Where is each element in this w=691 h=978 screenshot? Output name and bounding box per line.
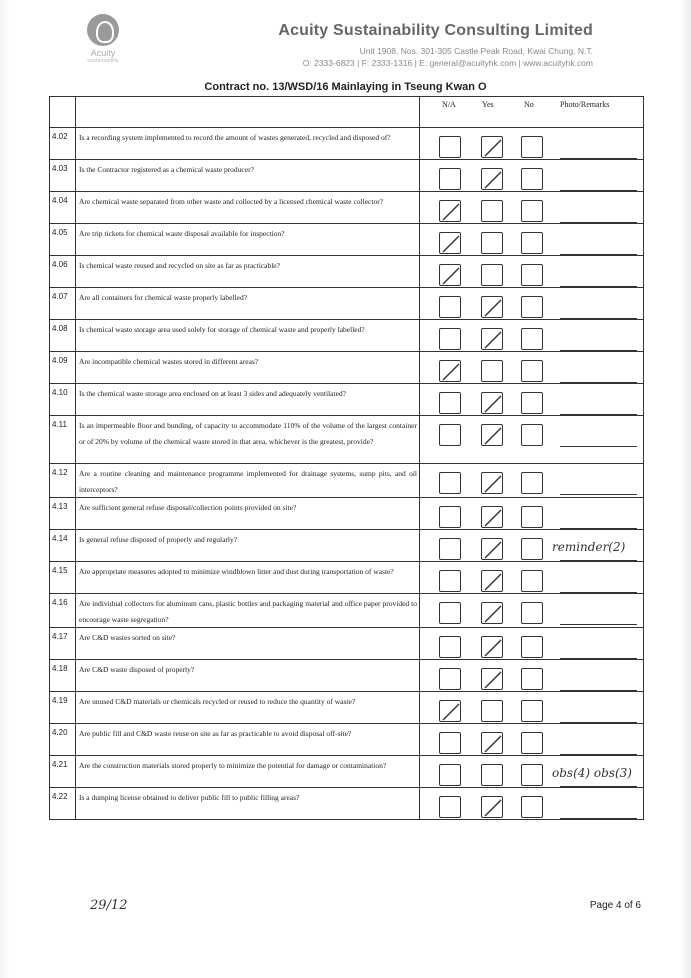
checkbox-yes[interactable] [481,700,503,722]
checklist-table [49,96,644,820]
table-row [50,128,644,160]
checkbox-yes[interactable] [481,296,503,318]
checkbox-na[interactable] [439,472,461,494]
address-line-2: O: 2333-6823 | F: 2333-1316 | E: general@acuityhk.com | www.acuityhk.com [302,58,593,68]
table-row [50,788,644,820]
item-question: Are chemical waste separated from other waste and collected by a licensed chemical waste collector? [76,192,420,224]
item-answer-cell [420,256,644,288]
item-number: 4.17 [50,628,76,660]
checkbox-na[interactable] [439,796,461,818]
checkbox-no[interactable] [521,668,543,690]
item-number: 4.02 [50,128,76,160]
checkbox-na[interactable] [439,424,461,446]
logo-subtitle: sustainability [87,58,119,64]
checkbox-na[interactable] [439,570,461,592]
table-row [50,192,644,224]
checkbox-na[interactable] [439,538,461,560]
checkbox-no[interactable] [521,700,543,722]
col-no-label: No [524,100,534,109]
item-answer-cell [420,128,644,160]
item-number: 4.21 [50,756,76,788]
item-question: Are all containers for chemical waste properly labelled? [76,288,420,320]
item-number: 4.22 [50,788,76,820]
item-question: Are sufficient general refuse disposal/collection points provided on site? [76,498,420,530]
item-answer-cell [420,498,644,530]
company-address [303,45,593,69]
item-answer-cell [420,160,644,192]
checkbox-no[interactable] [521,200,543,222]
item-question: Are individual collectors for aluminum cans, plastic bottles and packaging material and office paper provided to encourage waste segregation? [76,594,420,628]
checkbox-no[interactable] [521,570,543,592]
checkbox-no[interactable] [521,232,543,254]
checkbox-yes[interactable] [481,328,503,350]
remark-line [560,818,637,819]
item-answer-cell [420,756,644,788]
table-row [50,464,644,498]
address-line-1: Unit 1908, Nos. 301-305 Castle Peak Road, Kwai Chung, N.T. [359,46,593,56]
item-question: Is chemical waste storage area used solely for storage of chemical waste and properly labelled? [76,320,420,352]
checkbox-yes[interactable] [481,668,503,690]
item-number: 4.16 [50,594,76,628]
header-answer-cell [420,97,644,128]
item-question: Is general refuse disposed of properly and regularly? [76,530,420,562]
checkbox-yes[interactable] [481,168,503,190]
table-row [50,160,644,192]
checkbox-yes[interactable] [481,764,503,786]
company-name: Acuity Sustainability Consulting Limited [278,22,593,39]
item-answer-cell [420,192,644,224]
checkbox-no[interactable] [521,506,543,528]
checkbox-na[interactable] [439,392,461,414]
checkbox-no[interactable] [521,732,543,754]
checkbox-na[interactable] [439,700,461,722]
checkbox-na[interactable] [439,602,461,624]
remark-line [560,446,637,447]
item-answer-cell [420,724,644,756]
item-number: 4.11 [50,416,76,464]
checkbox-na[interactable] [439,328,461,350]
checkbox-yes[interactable] [481,472,503,494]
item-number: 4.05 [50,224,76,256]
checkbox-na[interactable] [439,764,461,786]
table-row [50,756,644,788]
table-row [50,288,644,320]
checkbox-no[interactable] [521,636,543,658]
checkbox-na[interactable] [439,668,461,690]
page-number: Page 4 of 6 [589,900,641,911]
item-answer-cell [420,464,644,498]
logo-name: Acuity [90,48,116,58]
checkbox-no[interactable] [521,392,543,414]
checkbox-na[interactable] [439,506,461,528]
item-answer-cell [420,628,644,660]
item-answer-cell [420,320,644,352]
checkbox-yes[interactable] [481,538,503,560]
checkbox-yes[interactable] [481,602,503,624]
checkbox-no[interactable] [521,360,543,382]
handwritten-remark: reminder(2) [552,540,626,554]
checkbox-yes[interactable] [481,570,503,592]
table-row [50,628,644,660]
item-answer-cell [420,660,644,692]
item-number: 4.06 [50,256,76,288]
checkbox-yes[interactable] [481,200,503,222]
checkbox-yes[interactable] [481,232,503,254]
checkbox-no[interactable] [521,168,543,190]
item-answer-cell [420,692,644,724]
item-answer-cell [420,416,644,464]
item-question: Are a routine cleaning and maintenance programme implemented for drainage systems, sump pits, and oil interceptors? [76,464,420,498]
item-question: Is the Contractor registered as a chemical waste producer? [76,160,420,192]
item-question: Are incompatible chemical wastes stored in different areas? [76,352,420,384]
checkbox-no[interactable] [521,424,543,446]
checkbox-no[interactable] [521,328,543,350]
item-question: Is a recording system implemented to record the amount of wastes generated, recycled and disposed of? [76,128,420,160]
col-na-label: N/A [442,100,456,109]
item-question: Are trip tickets for chemical waste disposal available for inspection? [76,224,420,256]
item-number: 4.08 [50,320,76,352]
item-answer-cell [420,530,644,562]
item-answer-cell [420,288,644,320]
col-remarks-label: Photo/Remarks [560,100,610,109]
item-question: Are unused C&D materials or chemicals recycled or reused to reduce the quantity of waste? [76,692,420,724]
checkbox-yes[interactable] [481,506,503,528]
checkbox-na[interactable] [439,232,461,254]
checkbox-yes[interactable] [481,392,503,414]
company-logo [78,14,128,76]
col-yes-label: Yes [482,100,494,109]
checkbox-no[interactable] [521,472,543,494]
checkbox-na[interactable] [439,168,461,190]
item-answer-cell [420,224,644,256]
item-question: Is chemical waste reused and recycled on site as far as practicable? [76,256,420,288]
item-number: 4.10 [50,384,76,416]
remark-line [560,494,637,495]
checkbox-yes[interactable] [481,360,503,382]
checkbox-na[interactable] [439,296,461,318]
table-row [50,320,644,352]
checkbox-yes[interactable] [481,264,503,286]
checkbox-yes[interactable] [481,424,503,446]
table-row [50,498,644,530]
item-question: Is an impermeable floor and bunding, of capacity to accommodate 110% of the volume of the largest container or of 20% by volume of the chemical waste stored in that area, whichever is the greatest, provide? [76,416,420,464]
item-number: 4.04 [50,192,76,224]
checkbox-yes[interactable] [481,732,503,754]
checkbox-na[interactable] [439,264,461,286]
item-question: Are C&D waste disposed of properly? [76,660,420,692]
table-row [50,416,644,464]
item-question: Is the chemical waste storage area enclosed on at least 3 sides and adequately ventilated? [76,384,420,416]
contract-title: Contract no. 13/WSD/16 Mainlaying in Tseung Kwan O [204,81,487,93]
item-number: 4.13 [50,498,76,530]
table-row [50,660,644,692]
table-row [50,562,644,594]
handwritten-remark: obs(4) obs(3) [552,766,632,780]
checkbox-no[interactable] [521,764,543,786]
checkbox-yes[interactable] [481,796,503,818]
item-number: 4.12 [50,464,76,498]
checkbox-na[interactable] [439,136,461,158]
checkbox-na[interactable] [439,200,461,222]
table-row [50,692,644,724]
item-number: 4.14 [50,530,76,562]
item-answer-cell [420,788,644,820]
checkbox-no[interactable] [521,296,543,318]
checkbox-no[interactable] [521,264,543,286]
item-number: 4.09 [50,352,76,384]
checkbox-no[interactable] [521,538,543,560]
logo-icon [87,14,119,46]
item-number: 4.07 [50,288,76,320]
checkbox-na[interactable] [439,636,461,658]
item-number: 4.20 [50,724,76,756]
item-answer-cell [420,594,644,628]
item-question: Are the construction materials stored properly to minimize the potential for damage or contamination? [76,756,420,788]
table-row [50,224,644,256]
checkbox-yes[interactable] [481,136,503,158]
handwritten-date: 29/12 [90,898,128,913]
checkbox-na[interactable] [439,732,461,754]
item-number: 4.19 [50,692,76,724]
checkbox-no[interactable] [521,602,543,624]
table-row [50,384,644,416]
table-header-row [50,97,644,128]
item-question: Are C&D wastes sorted on site? [76,628,420,660]
item-number: 4.18 [50,660,76,692]
item-question: Are public fill and C&D waste reuse on site as far as practicable to avoid disposal off-site? [76,724,420,756]
checkbox-no[interactable] [521,796,543,818]
checkbox-no[interactable] [521,136,543,158]
item-answer-cell [420,352,644,384]
table-row [50,594,644,628]
table-row [50,724,644,756]
item-answer-cell [420,384,644,416]
item-number: 4.15 [50,562,76,594]
table-row [50,530,644,562]
table-row [50,352,644,384]
item-question: Is a dumping license obtained to deliver public fill to public filling areas? [76,788,420,820]
item-answer-cell [420,562,644,594]
header-question-cell [76,97,420,128]
item-number: 4.03 [50,160,76,192]
checkbox-na[interactable] [439,360,461,382]
table-row [50,256,644,288]
checkbox-yes[interactable] [481,636,503,658]
item-question: Are appropriate measures adopted to minimize windblown litter and dust during transportation of waste? [76,562,420,594]
remark-line [560,624,637,625]
header-no-cell [50,97,76,128]
